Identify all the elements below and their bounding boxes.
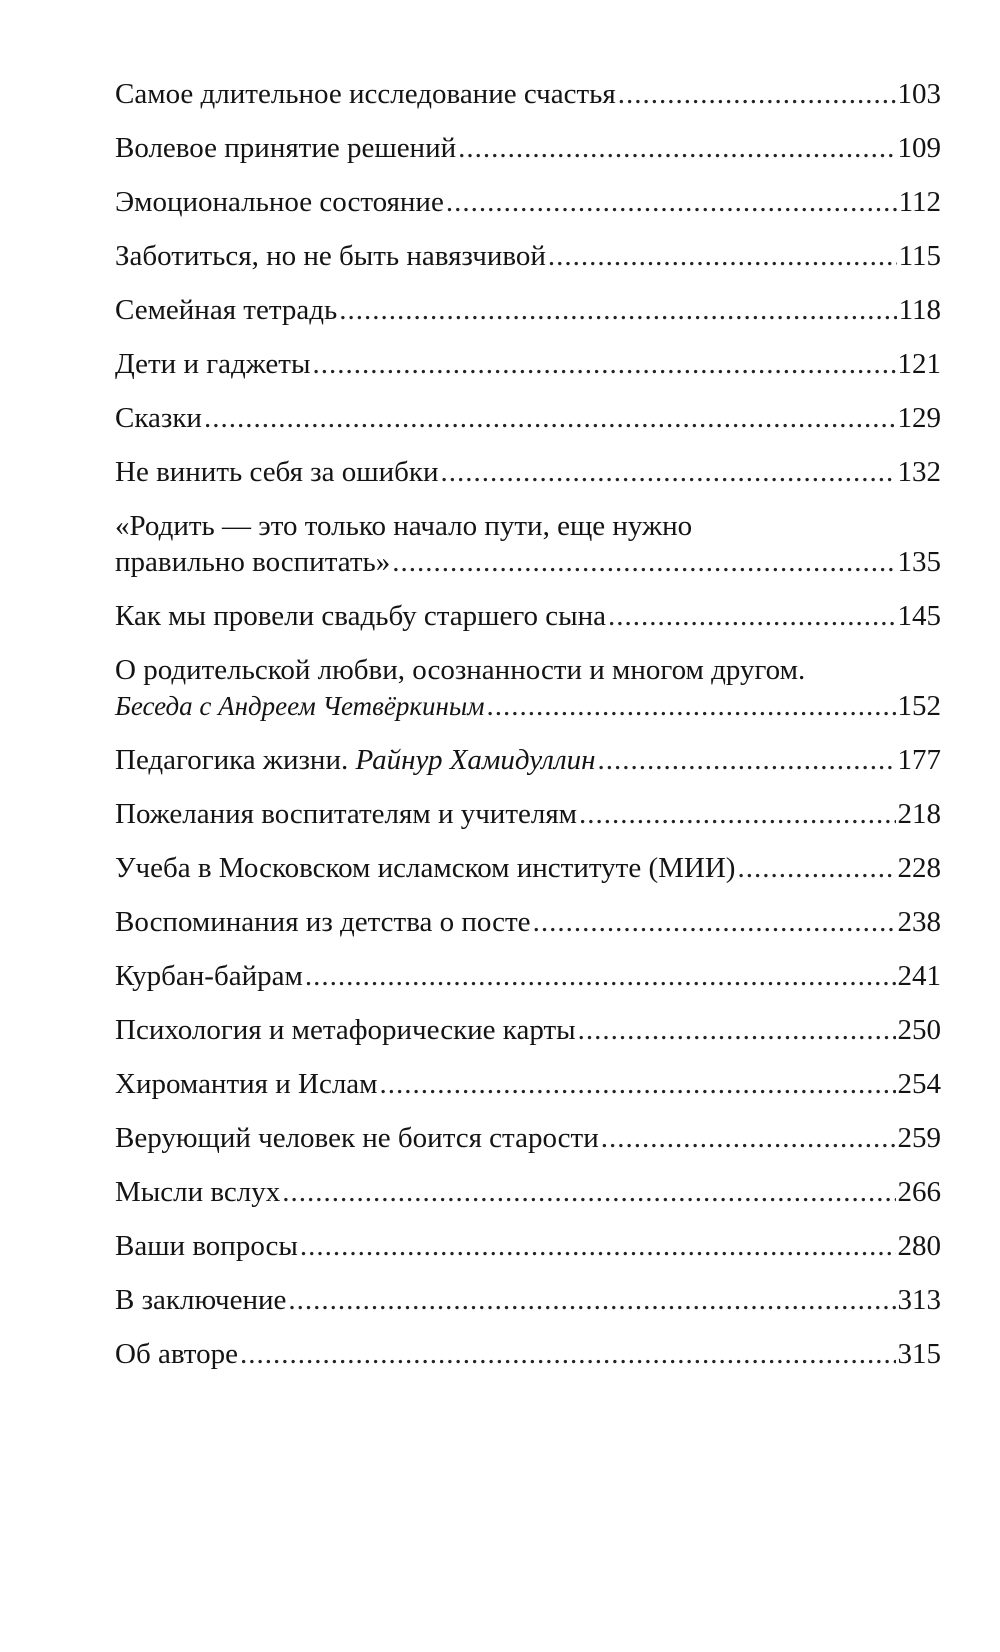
toc-entry-title: Воспоминания из детства о посте [115, 906, 531, 938]
toc-entry-title: Дети и гаджеты [115, 348, 311, 380]
dot-leader [608, 598, 896, 634]
toc-entry-page: 280 [897, 1230, 941, 1262]
toc-entry [115, 292, 941, 328]
toc-entry-title-line1: О родительской любви, осознанности и многом другом. [115, 654, 806, 686]
dot-leader [240, 1336, 896, 1372]
toc-entry-title: Об авторе [115, 1338, 238, 1370]
table-of-contents [115, 76, 941, 1390]
dot-leader [601, 1120, 896, 1156]
dot-leader [618, 76, 896, 112]
toc-entry-page: 250 [897, 1014, 941, 1046]
toc-entry-page: 218 [897, 798, 941, 830]
dot-leader [300, 1228, 896, 1264]
toc-entry [115, 238, 941, 274]
toc-entry [115, 454, 941, 490]
dot-leader [458, 130, 895, 166]
toc-entry [115, 76, 941, 112]
dot-leader [597, 742, 895, 778]
toc-entry-title-line1: «Родить — это только начало пути, еще нужно [115, 510, 693, 542]
toc-entry-page: 228 [897, 852, 941, 884]
dot-leader [305, 958, 896, 994]
toc-entry-page: 132 [897, 456, 941, 488]
toc-entry-page: 109 [897, 132, 941, 164]
toc-entry [115, 598, 941, 634]
toc-entry [115, 184, 941, 220]
toc-entry-title: Психология и метафорические карты [115, 1014, 576, 1046]
toc-entry-page: 115 [898, 240, 941, 272]
dot-leader [204, 400, 896, 436]
toc-entry-page: 103 [897, 78, 941, 110]
toc-entry-title-group [115, 742, 595, 778]
dot-leader [486, 688, 895, 724]
dot-leader [312, 346, 895, 382]
toc-entry-subtitle: Беседа с Андреем Четвёркиным [115, 691, 485, 721]
dot-leader [288, 1282, 895, 1318]
toc-entry-title: Не винить себя за ошибки [115, 456, 439, 488]
toc-entry-title: Волевое принятие решений [115, 132, 457, 164]
toc-entry [115, 400, 941, 436]
toc-entry [115, 652, 941, 724]
dot-leader [548, 238, 897, 274]
toc-entry-title: Мысли вслух [115, 1176, 281, 1208]
toc-entry-title: правильно воспитать» [115, 546, 391, 578]
dot-leader [380, 1066, 896, 1102]
toc-entry-title: Хиромантия и Ислам [115, 1068, 378, 1100]
toc-entry-title: Самое длительное исследование счастья [115, 78, 616, 110]
toc-entry-title: Ваши вопросы [115, 1230, 298, 1262]
toc-entry-page: 112 [898, 186, 941, 218]
dot-leader [533, 904, 896, 940]
toc-entry-page: 315 [897, 1338, 941, 1370]
toc-entry-page: 254 [897, 1068, 941, 1100]
toc-entry [115, 850, 941, 886]
dot-leader [392, 544, 895, 580]
toc-entry-title: Верующий человек не боится старости [115, 1122, 599, 1154]
dot-leader [440, 454, 895, 490]
toc-entry-page: 152 [897, 690, 941, 722]
toc-entry-page: 129 [897, 402, 941, 434]
toc-entry [115, 1228, 941, 1264]
toc-entry [115, 1120, 941, 1156]
toc-entry [115, 1282, 941, 1318]
dot-leader [446, 184, 897, 220]
dot-leader [339, 292, 896, 328]
toc-entry-title: Семейная тетрадь [115, 294, 338, 326]
toc-entry [115, 1174, 941, 1210]
toc-entry [115, 1066, 941, 1102]
toc-entry-page: 241 [897, 960, 941, 992]
dot-leader [737, 850, 895, 886]
dot-leader [282, 1174, 895, 1210]
toc-entry-title: Курбан-байрам [115, 960, 303, 992]
toc-entry [115, 130, 941, 166]
toc-entry [115, 796, 941, 832]
dot-leader [579, 796, 895, 832]
toc-entry-page: 121 [897, 348, 941, 380]
toc-entry [115, 1012, 941, 1048]
toc-entry-title: Сказки [115, 402, 202, 434]
toc-entry-page: 266 [897, 1176, 941, 1208]
toc-entry-title: В заключение [115, 1284, 287, 1316]
toc-entry-author: Райнур Хамидуллин [355, 744, 596, 776]
toc-entry-page: 259 [897, 1122, 941, 1154]
toc-entry-page: 177 [897, 744, 941, 776]
toc-entry-title: Учеба в Московском исламском институте (МИИ) [115, 852, 736, 884]
toc-entry-title: Пожелания воспитателям и учителям [115, 798, 578, 830]
toc-entry-title: Заботиться, но не быть навязчивой [115, 240, 546, 272]
toc-entry-page: 135 [897, 546, 941, 578]
toc-entry-page: 313 [897, 1284, 941, 1316]
toc-entry [115, 508, 941, 580]
dot-leader [578, 1012, 896, 1048]
toc-entry [115, 1336, 941, 1372]
toc-entry-title: Педагогика жизни. [115, 744, 349, 776]
toc-entry [115, 958, 941, 994]
toc-entry [115, 346, 941, 382]
toc-entry-page: 118 [898, 294, 941, 326]
toc-entry-title: Как мы провели свадьбу старшего сына [115, 600, 606, 632]
toc-entry-title: Эмоциональное состояние [115, 186, 444, 218]
toc-entry-page: 145 [897, 600, 941, 632]
toc-entry [115, 904, 941, 940]
toc-entry [115, 742, 941, 778]
toc-entry-page: 238 [897, 906, 941, 938]
